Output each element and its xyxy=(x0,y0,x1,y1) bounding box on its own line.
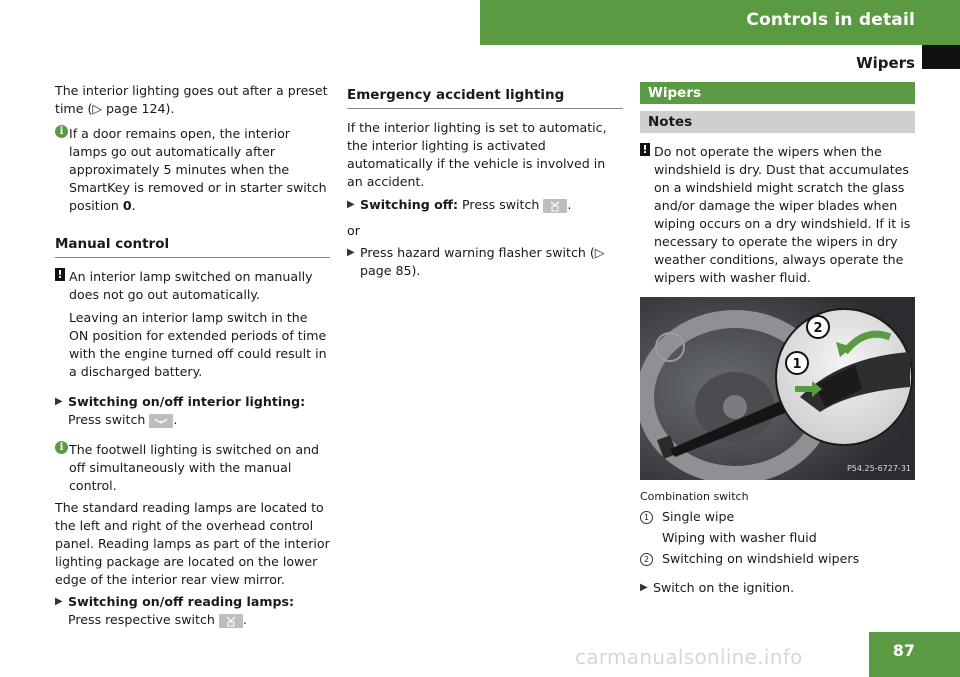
triangle-right-icon: ▶ xyxy=(347,247,355,258)
number-2-icon: 2 xyxy=(640,553,653,566)
notes-heading: Notes xyxy=(640,111,915,133)
legend-item-2: 2 Switching on windshield wipers xyxy=(640,550,915,568)
info-icon: i xyxy=(55,125,68,138)
manual-control-heading: Manual control xyxy=(55,235,330,258)
intro-text: The interior lighting goes out after a preset time (▷ page 124). xyxy=(55,83,328,116)
interior-light-switch-icon xyxy=(149,414,173,428)
info-note-footwell: i The footwell lighting is switched on and off simultaneously with the manual control. xyxy=(55,441,330,495)
photo-code: P54.25-6727-31 xyxy=(846,464,911,473)
step-switching-off: ▶ Switching off: Press switch . xyxy=(347,197,572,212)
info-note-door: i If a door remains open, the interior lamps go out automatically after approximately 5 minutes when the SmartKey is removed or in starter switch position 0. xyxy=(55,125,330,215)
interior-light-auto-switch-icon xyxy=(543,199,567,213)
exclamation-icon: ! xyxy=(55,268,65,281)
or-text: or xyxy=(347,223,360,238)
reading-lamps-text: The standard reading lamps are located to the left and right of the overhead control panel. Reading lamps as part of the interior lighting package are located on the lower edge of the interior rear view mirror. xyxy=(55,500,330,587)
column-1 xyxy=(55,82,330,629)
emergency-lighting-text: If the interior lighting is set to automatic, the interior lighting is activated automatically if the vehicle is involved in an accident. xyxy=(347,120,607,189)
step-hazard-switch: ▶ Press hazard warning flasher switch (▷ page 85). xyxy=(347,245,605,278)
number-1-icon: 1 xyxy=(640,511,653,524)
subsection-title: Wipers xyxy=(856,54,915,72)
exclamation-icon: ! xyxy=(640,143,650,156)
svg-text:2: 2 xyxy=(813,321,823,336)
info-icon: i xyxy=(55,441,68,454)
page-number: 87 xyxy=(892,641,915,660)
triangle-right-icon: ▶ xyxy=(640,582,648,593)
watermark: carmanualsonline.info xyxy=(575,645,803,669)
step-ignition: ▶ Switch on the ignition. xyxy=(640,580,795,595)
warning-note-lamp: ! An interior lamp switched on manually does not go out automatically. Leaving an interior lamp switch in the ON position for extended periods of time with the engine turned off could result in a discharged battery. xyxy=(55,268,330,381)
wipers-heading: Wipers xyxy=(640,82,915,104)
triangle-right-icon: ▶ xyxy=(55,596,63,607)
column-3 xyxy=(640,82,915,597)
step-interior-lighting: ▶ Switching on/off interior lighting: Press switch . xyxy=(55,394,306,427)
legend-item-1: 1 Single wipe xyxy=(640,508,915,526)
photo-caption: Combination switch xyxy=(640,490,749,503)
svg-text:1: 1 xyxy=(792,357,802,372)
triangle-right-icon: ▶ xyxy=(347,199,355,210)
column-2 xyxy=(347,82,623,280)
legend-item-1b: Wiping with washer fluid xyxy=(662,530,817,545)
warning-note-wipers: ! Do not operate the wipers when the windshield is dry. Dust that accumulates on a windshield might scratch the glass and/or damage the wiper blades when wiping occurs on a dry windshield. If it is necessary to operate the wipers in dry weather conditions, always operate the wipers with washer fluid. xyxy=(640,143,915,287)
emergency-lighting-heading: Emergency accident lighting xyxy=(347,86,623,109)
header-tab-marker xyxy=(922,45,960,69)
section-title: Controls in detail xyxy=(746,10,915,30)
triangle-right-icon: ▶ xyxy=(55,396,63,407)
page-number-box xyxy=(869,632,960,677)
step-reading-lamps: ▶ Switching on/off reading lamps: Press respective switch . xyxy=(55,594,295,627)
combination-switch-photo xyxy=(640,297,915,480)
reading-lamp-switch-icon xyxy=(219,614,243,628)
